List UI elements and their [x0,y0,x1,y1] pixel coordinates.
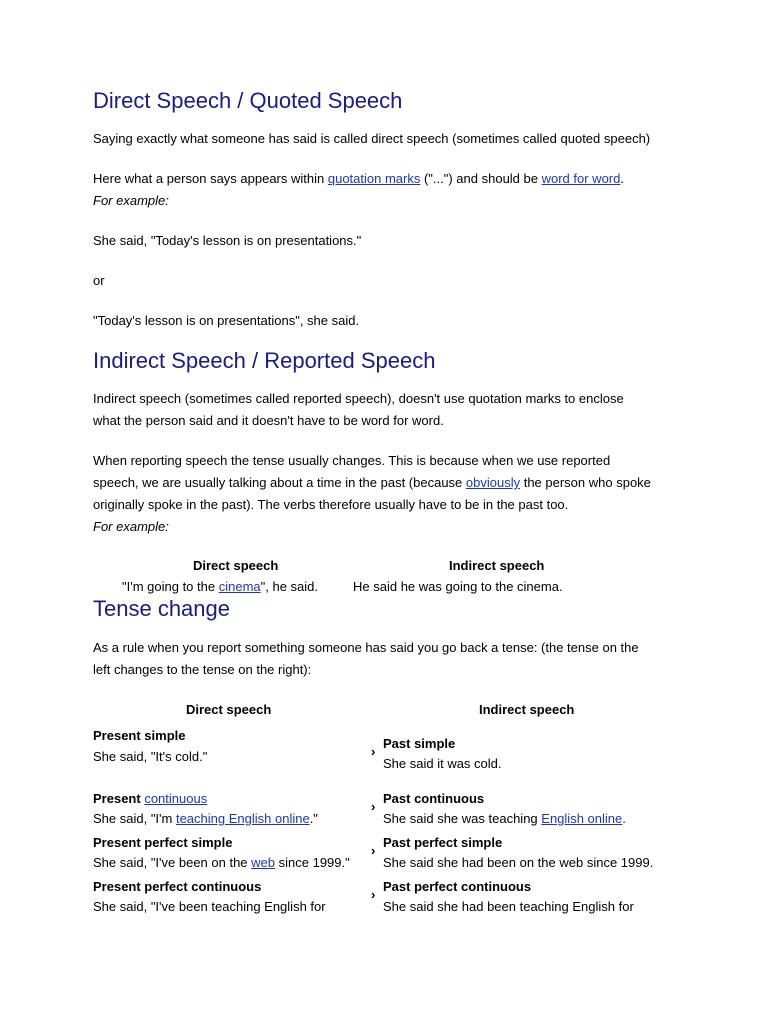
tense-row-2-left-text [93,809,318,829]
chevron-right-icon: › [371,799,376,814]
example-indirect-cinema: He said he was going to the cinema. [353,579,563,594]
column-header-indirect: Indirect speech [449,558,545,573]
link-web[interactable]: web [251,855,276,870]
chevron-right-icon: › [371,744,376,759]
tense-para-line-2: left changes to the tense on the right): [93,662,312,677]
column-header-direct: Direct speech [186,702,272,717]
tense-row-1-left-title: Present simple [93,728,186,743]
text: . [620,171,624,186]
tense-row-2-right-title: Past continuous [383,791,485,806]
link-obviously[interactable]: obviously [465,475,521,490]
text: ("...") and should be [420,171,542,186]
indirect-para-2-line-2 [93,472,651,494]
tense-row-1-left-text: She said, "It's cold." [93,749,208,764]
link-word-for-word[interactable]: word for word [541,171,621,186]
heading-tense-change: Tense change [93,596,230,621]
column-header-indirect: Indirect speech [479,702,575,717]
link-continuous[interactable]: continuous [144,791,208,806]
link-cinema[interactable]: cinema [218,579,261,594]
text: She said she was teaching [383,811,542,826]
link-english-online[interactable]: English online [541,811,623,826]
tense-row-3-right-text: She said she had been on the web since 1999. [383,855,654,870]
tense-row-2-left-title [93,789,207,809]
tense-row-4-right-text: She said she had been teaching English for [383,899,634,914]
tense-para-line-1: As a rule when you report something someone has said you go back a tense: (the tense on the [93,640,639,655]
tense-row-4-right-title: Past perfect continuous [383,879,532,894]
text: the person who spoke [520,475,651,490]
for-example-label: For example: [93,519,169,534]
indirect-para-2-line-1: When reporting speech the tense usually changes. This is because when we use reported [93,453,611,468]
direct-example-1: She said, "Today's lesson is on presentations." [93,233,362,248]
tense-row-2-right-text [383,809,626,829]
tense-row-3-right-title: Past perfect simple [383,835,503,850]
heading-indirect-speech: Indirect Speech / Reported Speech [93,348,436,373]
chevron-right-icon: › [371,887,376,902]
text: She said, "I've been on the [93,855,252,870]
indirect-para-2-line-3: originally spoke in the past). The verbs therefore usually have to be in the past too. [93,497,569,512]
text: She said, "I'm [93,811,176,826]
tense-row-1-right-title: Past simple [383,736,456,751]
direct-example-2: "Today's lesson is on presentations", she said. [93,313,360,328]
heading-direct-speech: Direct Speech / Quoted Speech [93,88,403,113]
for-example-label: For example: [93,193,169,208]
tense-row-4-left-title: Present perfect continuous [93,879,262,894]
text: ", he said. [260,579,319,594]
tense-row-4-left-text: She said, "I've been teaching English for [93,899,326,914]
link-quotation-marks[interactable]: quotation marks [327,171,421,186]
text: since 1999." [275,855,350,870]
tense-row-1-right-text: She said it was cold. [383,756,502,771]
indirect-para-1-line-1: Indirect speech (sometimes called reported speech), doesn't use quotation marks to enclose [93,391,624,406]
direct-speech-para [93,168,624,190]
chevron-right-icon: › [371,843,376,858]
example-direct-cinema [122,577,318,597]
link-teaching-english-online[interactable]: teaching English online [175,811,310,826]
text: . [622,811,626,826]
text: "I'm going to the [122,579,219,594]
column-header-direct: Direct speech [193,558,279,573]
text: ." [309,811,318,826]
or-text: or [93,273,105,288]
indirect-para-1-line-2: what the person said and it doesn't have to be word for word. [93,413,444,428]
tense-row-3-left-text [93,853,350,873]
text: speech, we are usually talking about a time in the past (because [93,475,466,490]
text: Present [93,791,145,806]
tense-row-3-left-title: Present perfect simple [93,835,233,850]
text: Here what a person says appears within [93,171,328,186]
direct-speech-intro: Saying exactly what someone has said is called direct speech (sometimes called quoted speech) [93,131,651,146]
